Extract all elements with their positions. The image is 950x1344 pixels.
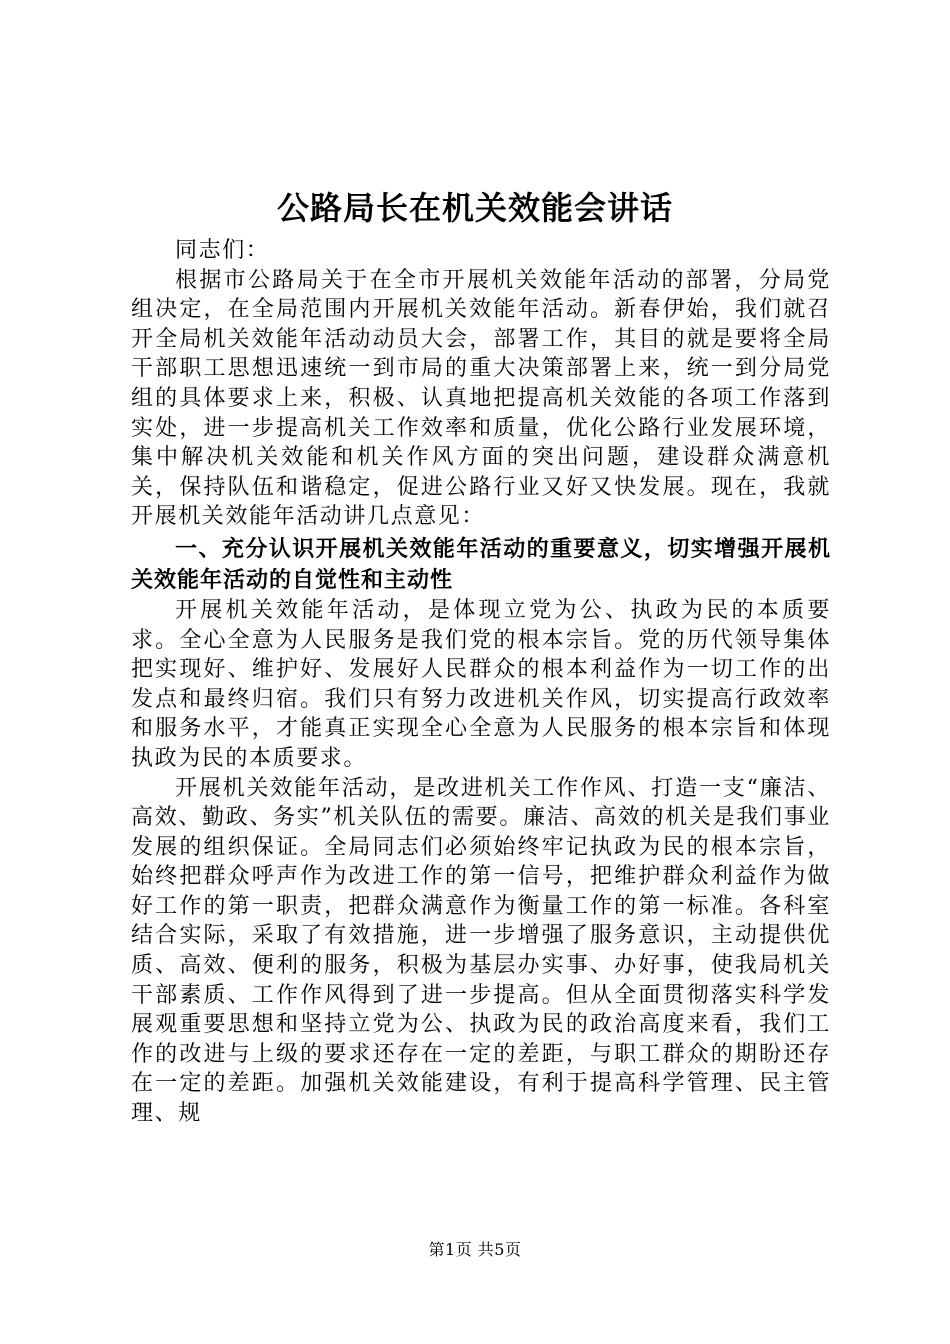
page-number-footer: 第1页 共5页	[428, 1240, 522, 1259]
paragraph-body: 开展机关效能年活动，是改进机关工作作风、打造一支“廉洁、高效、勤政、务实”机关队伍的需要。廉洁、高效的机关是我们事业发展的组织保证。全局同志们必须始终牢记执政为民的根本宗旨，始终把群众呼声作为改进工作的第一信号，把维护群众利益作为做好工作的第一职责，把群众满意作为衡量工作的第一标准。各科室结合实际，采取了有效措施，进一步增强了服务意识，主动提供优质、高效、便利的服务，积极为基层办实事、办好事，使我局机关干部素质、工作作风得到了进一步提高。但从全面贯彻落实科学发展观重要思想和坚持立党为公、执政为民的政治高度来看，我们工作的改进与上级的要求还存在一定的差距，与职工群众的期盼还存在一定的差距。加强机关效能建设，有利于提高科学管理、民主管理、规	[131, 775, 831, 1127]
section-heading: 一、充分认识开展机关效能年活动的重要意义，切实增强开展机关效能年活动的自觉性和主动性	[131, 536, 831, 593]
paragraph-body: 开展机关效能年活动，是体现立党为公、执政为民的本质要求。全心全意为人民服务是我们党的根本宗旨。党的历代领导集体把实现好、维护好、发展好人民群众的根本利益作为一切工作的出发点和最终归宿。我们只有努力改进机关作风，切实提高行政效率和服务水平，才能真正实现全心全意为人民服务的根本宗旨和体现执政为民的本质要求。	[131, 597, 831, 771]
document-title: 公路局长在机关效能会讲话	[276, 189, 673, 227]
paragraph-intro: 根据市公路局关于在全市开展机关效能年活动的部署，分局党组决定，在全局范围内开展机关效能年活动。新春伊始，我们就召开全局机关效能年活动动员大会，部署工作，其目的就是要将全局干部职工思想迅速统一到市局的重大决策部署上来，统一到分局党组的具体要求上来，积极、认真地把提高机关效能的各项工作落到实处，进一步提高机关工作效率和质量，优化公路行业发展环境，集中解决机关效能和机关作风方面的突出问题，建设群众满意机关，保持队伍和谐稳定，促进公路行业又好又快发展。现在，我就开展机关效能年活动讲几点意见：	[131, 267, 831, 530]
document-body	[131, 236, 831, 1129]
salutation: 同志们：	[175, 238, 270, 263]
